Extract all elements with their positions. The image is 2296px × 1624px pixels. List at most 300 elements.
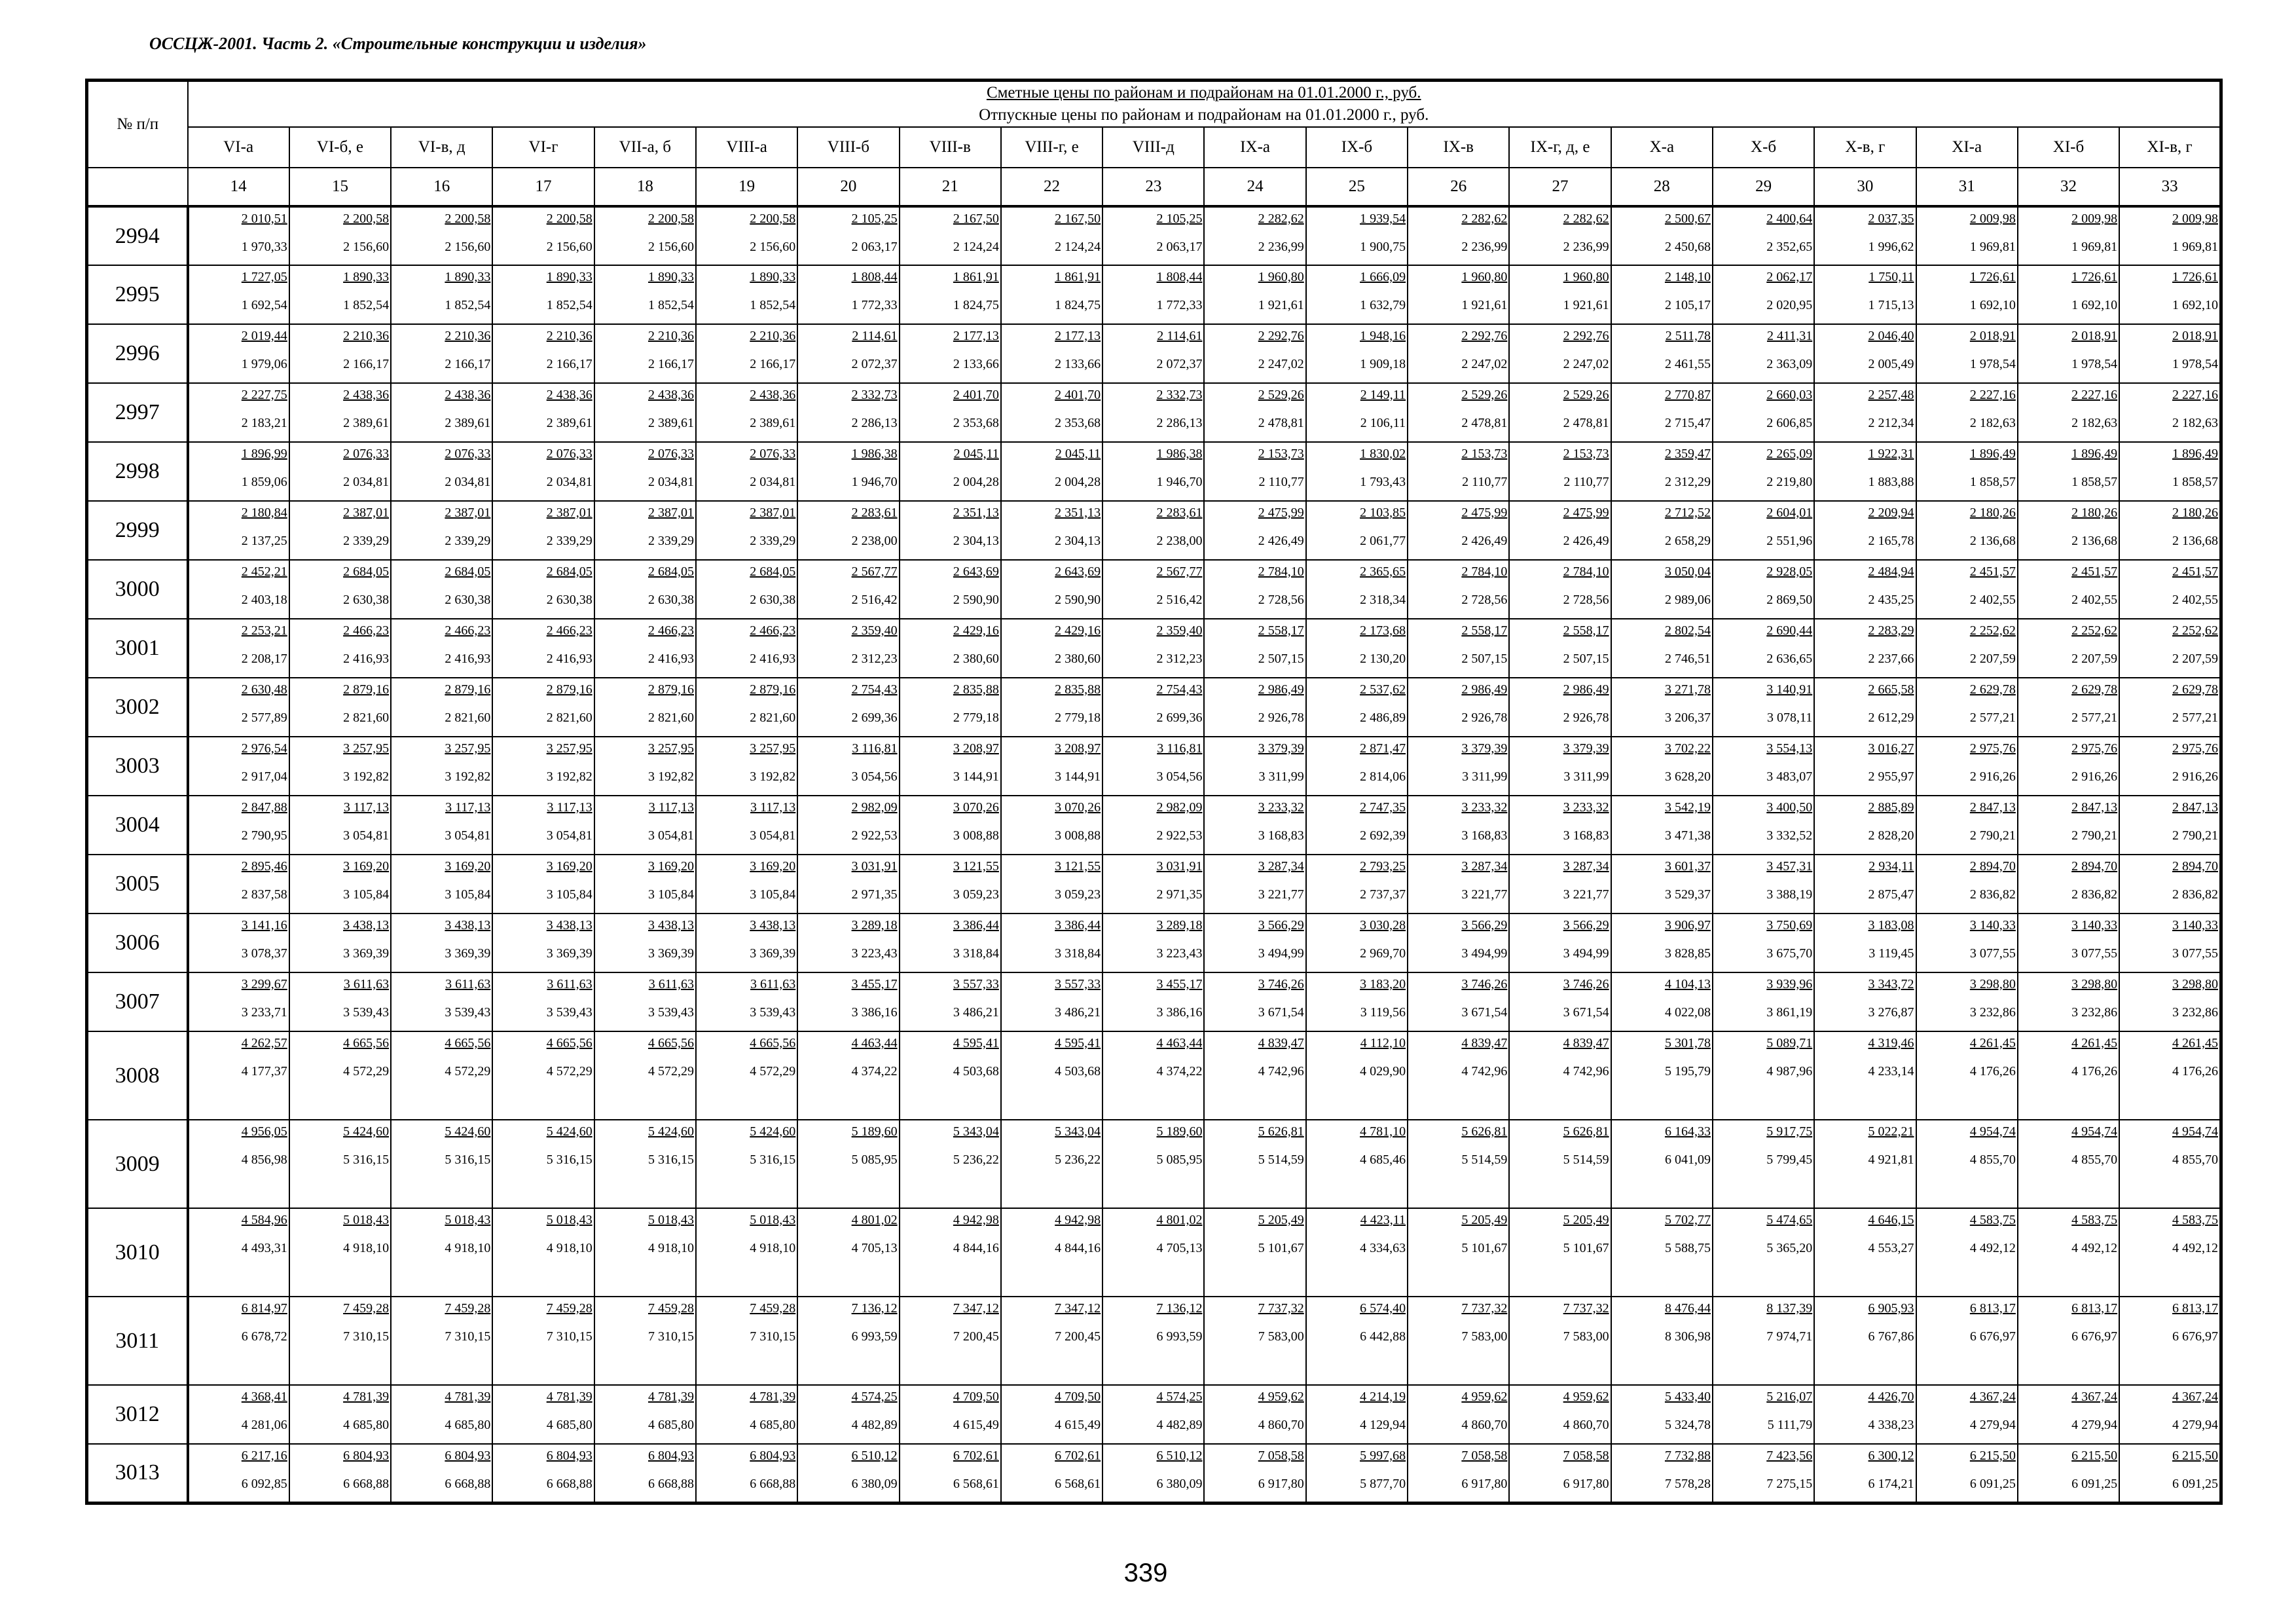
estimated-price: 4 959,62	[1258, 1390, 1304, 1404]
estimated-price: 2 180,84	[241, 506, 287, 520]
price-cell	[1611, 383, 1713, 442]
row-number: 3010	[87, 1208, 188, 1297]
estimated-price: 4 319,46	[1868, 1036, 1914, 1050]
estimated-price: 1 896,49	[2172, 447, 2218, 461]
price-cell	[1408, 855, 1509, 913]
release-price: 3 369,39	[343, 946, 390, 961]
estimated-price: 2 885,89	[1868, 800, 1914, 815]
release-price: 3 054,81	[750, 828, 796, 843]
price-cell	[1713, 1385, 1814, 1444]
district-header: IX-а	[1204, 127, 1305, 168]
release-price: 2 389,61	[647, 416, 694, 430]
district-header: VI-б, е	[289, 127, 391, 168]
release-price: 2 166,17	[647, 357, 694, 371]
estimated-price: 7 459,28	[546, 1301, 592, 1316]
release-price: 2 507,15	[1461, 652, 1508, 666]
estimated-price: 4 781,10	[1360, 1124, 1406, 1139]
price-cell	[594, 796, 696, 855]
estimated-price: 4 959,62	[1563, 1390, 1609, 1404]
column-number: 29	[1713, 168, 1814, 206]
estimated-price: 2 227,16	[1969, 388, 2016, 402]
release-price: 3 232,86	[2071, 1005, 2118, 1020]
table-body	[87, 206, 2221, 1503]
release-price: 7 310,15	[445, 1329, 491, 1344]
estimated-price: 3 379,39	[1563, 741, 1609, 756]
row-number: 3000	[87, 560, 188, 619]
price-cell	[594, 1208, 696, 1297]
release-price: 2 699,36	[851, 710, 898, 725]
price-cell	[1204, 1297, 1305, 1385]
estimated-price: 3 746,26	[1563, 977, 1609, 991]
price-cell	[1916, 619, 2018, 678]
release-price: 2 577,89	[241, 710, 287, 725]
price-cell	[797, 442, 899, 501]
release-price: 2 034,81	[343, 475, 390, 489]
price-cell	[1102, 913, 1204, 972]
release-price: 6 917,80	[1461, 1477, 1508, 1491]
price-cell	[1814, 1297, 1916, 1385]
release-price: 2 590,90	[953, 593, 999, 607]
release-price: 2 286,13	[851, 416, 898, 430]
table-row	[87, 972, 2221, 1031]
row-number: 2998	[87, 442, 188, 501]
estimated-price: 2 180,26	[1969, 506, 2016, 520]
estimated-price: 3 141,16	[241, 918, 287, 932]
estimated-price: 4 665,56	[343, 1036, 390, 1050]
price-cell	[1102, 678, 1204, 737]
price-cell	[1001, 796, 1102, 855]
price-cell	[797, 913, 899, 972]
price-cell	[391, 1444, 492, 1503]
release-price: 6 993,59	[1156, 1329, 1203, 1344]
price-cell	[289, 737, 391, 796]
price-cell	[1611, 678, 1713, 737]
price-cell	[492, 972, 594, 1031]
release-price: 3 059,23	[1055, 887, 1101, 902]
price-cell	[797, 678, 899, 737]
release-price: 3 386,16	[851, 1005, 898, 1020]
estimated-price: 2 210,36	[343, 329, 390, 343]
estimated-price: 2 684,05	[445, 564, 491, 579]
release-price: 1 858,57	[1969, 475, 2016, 489]
price-cell	[594, 678, 696, 737]
release-price: 3 318,84	[953, 946, 999, 961]
price-cell	[594, 1297, 696, 1385]
release-price: 3 206,37	[1664, 710, 1711, 725]
release-price: 4 860,70	[1461, 1418, 1508, 1432]
release-price: 3 311,99	[1462, 769, 1508, 784]
price-cell	[1713, 796, 1814, 855]
release-price: 7 200,45	[1055, 1329, 1101, 1344]
price-cell	[696, 383, 797, 442]
estimated-price: 2 712,52	[1664, 506, 1711, 520]
running-header: ОССЦЖ-2001. Часть 2. «Строительные конструкции и изделия»	[149, 34, 647, 53]
release-price: 2 630,38	[445, 593, 491, 607]
estimated-price: 2 747,35	[1360, 800, 1406, 815]
release-price: 1 692,10	[2172, 298, 2218, 312]
estimated-price: 2 629,78	[2071, 682, 2118, 697]
estimated-price: 3 611,63	[648, 977, 694, 991]
price-cell	[797, 501, 899, 560]
estimated-price: 5 216,07	[1766, 1390, 1813, 1404]
price-cell	[1001, 913, 1102, 972]
estimated-price: 3 287,34	[1563, 859, 1609, 874]
estimated-price: 2 046,40	[1868, 329, 1914, 343]
estimated-price: 5 343,04	[1055, 1124, 1101, 1139]
estimated-price: 2 200,58	[546, 212, 592, 226]
estimated-price: 2 359,40	[1156, 623, 1203, 638]
estimated-price: 4 954,74	[2071, 1124, 2118, 1139]
price-cell	[492, 737, 594, 796]
price-cell	[1814, 383, 1916, 442]
estimated-price: 2 282,62	[1563, 212, 1609, 226]
estimated-price: 2 879,16	[750, 682, 796, 697]
release-price: 1 969,81	[2172, 240, 2218, 254]
price-cell	[391, 855, 492, 913]
release-price: 5 588,75	[1664, 1241, 1711, 1255]
release-price: 2 790,21	[2172, 828, 2218, 843]
price-cell	[1204, 206, 1305, 265]
price-cell	[797, 324, 899, 383]
release-price: 2 814,06	[1360, 769, 1406, 784]
estimated-price: 2 986,49	[1563, 682, 1609, 697]
release-price: 1 921,61	[1563, 298, 1609, 312]
price-cell	[1204, 913, 1305, 972]
release-price: 2 577,21	[1969, 710, 2016, 725]
estimated-price: 7 459,28	[343, 1301, 390, 1316]
estimated-price: 2 076,33	[647, 447, 694, 461]
release-price: 2 821,60	[647, 710, 694, 725]
price-cell	[1306, 796, 1408, 855]
release-price: 4 492,12	[2172, 1241, 2218, 1255]
estimated-price: 2 429,16	[953, 623, 999, 638]
price-cell	[900, 619, 1001, 678]
price-cell	[1509, 855, 1611, 913]
estimated-price: 2 660,03	[1766, 388, 1813, 402]
estimated-price: 2 282,62	[1258, 212, 1304, 226]
price-cell	[1509, 1297, 1611, 1385]
estimated-price: 3 140,33	[2071, 918, 2118, 932]
price-cell	[2018, 1444, 2119, 1503]
release-price: 6 380,09	[851, 1477, 898, 1491]
release-price: 3 054,56	[1156, 769, 1203, 784]
estimated-price: 3 116,81	[1157, 741, 1203, 756]
price-cell	[696, 442, 797, 501]
release-price: 4 685,80	[445, 1418, 491, 1432]
price-cell	[1509, 265, 1611, 324]
price-cell	[1611, 855, 1713, 913]
price-cell	[594, 972, 696, 1031]
price-cell	[1611, 1120, 1713, 1208]
estimated-price: 6 164,33	[1664, 1124, 1711, 1139]
release-price: 3 144,91	[1055, 769, 1101, 784]
release-price: 2 207,59	[2172, 652, 2218, 666]
estimated-price: 3 289,18	[1156, 918, 1203, 932]
row-number-header: № п/п	[87, 81, 188, 168]
estimated-price: 3 031,91	[1156, 859, 1203, 874]
price-cell	[1814, 265, 1916, 324]
release-price: 2 156,60	[445, 240, 491, 254]
release-price: 4 572,29	[343, 1064, 390, 1079]
estimated-price: 2 451,57	[1969, 564, 2016, 579]
estimated-price: 4 367,24	[2071, 1390, 2118, 1404]
estimated-price: 3 233,32	[1258, 800, 1304, 815]
estimated-price: 2 835,88	[1055, 682, 1101, 697]
estimated-price: 5 205,49	[1258, 1213, 1304, 1227]
price-cell	[1306, 265, 1408, 324]
price-cell	[1102, 972, 1204, 1031]
estimated-price: 3 455,17	[1156, 977, 1203, 991]
release-price: 3 539,43	[343, 1005, 390, 1020]
price-cell	[492, 796, 594, 855]
price-cell	[492, 913, 594, 972]
release-price: 3 192,82	[647, 769, 694, 784]
release-price: 5 514,59	[1563, 1153, 1609, 1167]
row-number: 3011	[87, 1297, 188, 1385]
estimated-price: 2 018,91	[2172, 329, 2218, 343]
release-price: 2 133,66	[1055, 357, 1101, 371]
estimated-price: 3 140,33	[1969, 918, 2016, 932]
estimated-price: 2 200,58	[343, 212, 390, 226]
release-price: 2 286,13	[1156, 416, 1203, 430]
estimated-price: 2 630,48	[241, 682, 287, 697]
estimated-price: 1 726,61	[1969, 270, 2016, 284]
price-cell	[1102, 855, 1204, 913]
estimated-price: 2 200,58	[445, 212, 491, 226]
price-cell	[1713, 442, 1814, 501]
row-number: 2996	[87, 324, 188, 383]
price-cell	[1916, 1031, 2018, 1120]
price-cell	[696, 737, 797, 796]
price-cell	[1408, 1208, 1509, 1297]
estimated-price: 3 746,26	[1258, 977, 1304, 991]
price-cell	[1306, 1385, 1408, 1444]
estimated-price: 2 629,78	[1969, 682, 2016, 697]
estimated-price: 2 401,70	[953, 388, 999, 402]
release-price: 4 029,90	[1360, 1064, 1406, 1079]
release-price: 2 304,13	[1055, 534, 1101, 548]
estimated-price: 2 466,23	[647, 623, 694, 638]
estimated-price: 3 183,20	[1360, 977, 1406, 991]
estimated-price: 3 116,81	[852, 741, 898, 756]
release-price: 2 450,68	[1664, 240, 1711, 254]
estimated-price: 3 557,33	[1055, 977, 1101, 991]
release-price: 2 133,66	[953, 357, 999, 371]
estimated-price: 1 890,33	[750, 270, 796, 284]
estimated-price: 2 466,23	[750, 623, 796, 638]
release-price: 2 916,26	[2071, 769, 2118, 784]
release-price: 2 005,49	[1868, 357, 1914, 371]
estimated-price: 4 367,24	[2172, 1390, 2218, 1404]
estimated-price: 2 114,61	[1157, 329, 1203, 343]
release-price: 1 852,54	[445, 298, 491, 312]
price-cell	[391, 206, 492, 265]
price-cell	[188, 913, 289, 972]
release-price: 4 374,22	[1156, 1064, 1203, 1079]
release-price: 3 671,54	[1461, 1005, 1508, 1020]
release-price: 2 063,17	[1156, 240, 1203, 254]
release-price: 2 577,21	[2172, 710, 2218, 725]
release-price: 2 034,81	[647, 475, 694, 489]
estimated-price: 3 117,13	[648, 800, 694, 815]
price-cell	[900, 560, 1001, 619]
estimated-price: 2 928,05	[1766, 564, 1813, 579]
release-price: 2 836,82	[1969, 887, 2016, 902]
release-price: 2 236,99	[1258, 240, 1304, 254]
release-price: 3 192,82	[445, 769, 491, 784]
price-cell	[696, 796, 797, 855]
estimated-price: 7 347,12	[953, 1301, 999, 1316]
estimated-price: 7 737,32	[1258, 1301, 1304, 1316]
district-header: X-в, г	[1814, 127, 1916, 168]
estimated-price: 2 227,16	[2071, 388, 2118, 402]
release-price: 2 106,11	[1360, 416, 1406, 430]
price-cell	[289, 1208, 391, 1297]
price-cell	[289, 265, 391, 324]
estimated-price: 2 401,70	[1055, 388, 1101, 402]
price-cell	[492, 1208, 594, 1297]
release-price: 4 492,12	[1969, 1241, 2016, 1255]
estimated-price: 2 018,91	[1969, 329, 2016, 343]
estimated-price: 4 261,45	[2071, 1036, 2118, 1050]
column-number: 25	[1306, 168, 1408, 206]
price-cell	[1306, 678, 1408, 737]
estimated-price: 5 626,81	[1461, 1124, 1508, 1139]
release-price: 2 630,38	[647, 593, 694, 607]
estimated-price: 2 227,75	[241, 388, 287, 402]
price-cell	[1204, 560, 1305, 619]
release-price: 3 221,77	[1258, 887, 1304, 902]
estimated-price: 4 781,39	[750, 1390, 796, 1404]
price-cell	[289, 1385, 391, 1444]
price-cell	[1916, 265, 2018, 324]
release-price: 3 671,54	[1563, 1005, 1609, 1020]
table-row	[87, 855, 2221, 913]
price-cell	[1102, 1444, 1204, 1503]
price-cell	[1509, 383, 1611, 442]
estimated-price: 2 847,88	[241, 800, 287, 815]
release-price: 2 339,29	[445, 534, 491, 548]
column-number: 14	[188, 168, 289, 206]
price-cell	[1204, 1208, 1305, 1297]
estimated-price: 2 529,26	[1563, 388, 1609, 402]
estimated-price: 5 018,43	[750, 1213, 796, 1227]
estimated-price: 6 702,61	[1055, 1449, 1101, 1463]
release-price: 2 236,99	[1563, 240, 1609, 254]
price-cell	[2119, 796, 2221, 855]
release-price: 4 742,96	[1258, 1064, 1304, 1079]
release-price: 2 312,23	[851, 652, 898, 666]
table-row	[87, 1444, 2221, 1503]
price-cell	[797, 972, 899, 1031]
estimated-price: 4 426,70	[1868, 1390, 1914, 1404]
release-price: 2 612,29	[1868, 710, 1914, 725]
price-cell	[900, 678, 1001, 737]
estimated-price: 2 665,58	[1868, 682, 1914, 697]
estimated-price: 2 529,26	[1461, 388, 1508, 402]
price-cell	[1102, 442, 1204, 501]
release-price: 3 861,19	[1766, 1005, 1813, 1020]
price-cell	[2018, 1297, 2119, 1385]
column-number: 22	[1001, 168, 1102, 206]
price-cell	[1306, 1120, 1408, 1208]
release-price: 1 852,54	[546, 298, 592, 312]
release-price: 5 365,20	[1766, 1241, 1813, 1255]
price-cell	[1408, 206, 1509, 265]
estimated-price: 3 257,95	[647, 741, 694, 756]
estimated-price: 2 684,05	[647, 564, 694, 579]
release-price: 3 494,99	[1461, 946, 1508, 961]
price-cell	[188, 560, 289, 619]
price-cell	[696, 855, 797, 913]
estimated-price: 2 209,94	[1868, 506, 1914, 520]
column-number: 28	[1611, 168, 1713, 206]
release-price: 3 232,86	[1969, 1005, 2016, 1020]
estimated-price: 2 793,25	[1360, 859, 1406, 874]
estimated-price: 2 105,25	[851, 212, 898, 226]
release-price: 2 790,95	[241, 828, 287, 843]
price-cell	[1408, 560, 1509, 619]
table-row	[87, 1297, 2221, 1385]
price-cell	[1408, 1444, 1509, 1503]
estimated-price: 2 045,11	[1055, 447, 1101, 461]
price-cell	[1916, 913, 2018, 972]
estimated-price: 3 939,96	[1766, 977, 1813, 991]
column-number: 18	[594, 168, 696, 206]
estimated-price: 6 804,93	[445, 1449, 491, 1463]
release-price: 3 311,99	[1563, 769, 1609, 784]
price-cell	[1611, 1297, 1713, 1385]
price-cell	[2119, 855, 2221, 913]
column-number: 23	[1102, 168, 1204, 206]
release-price: 6 668,88	[445, 1477, 491, 1491]
price-cell	[1408, 265, 1509, 324]
price-cell	[2119, 1031, 2221, 1120]
price-cell	[391, 678, 492, 737]
estimated-price: 2 976,54	[241, 741, 287, 756]
release-price: 3 054,56	[851, 769, 898, 784]
row-number: 3013	[87, 1444, 188, 1503]
release-price: 2 955,97	[1868, 769, 1914, 784]
price-cell	[900, 737, 1001, 796]
release-price: 6 993,59	[851, 1329, 898, 1344]
estimated-price: 5 022,21	[1868, 1124, 1914, 1139]
release-price: 3 078,11	[1766, 710, 1813, 725]
price-cell	[2018, 796, 2119, 855]
release-price: 2 156,60	[343, 240, 390, 254]
table-row	[87, 501, 2221, 560]
release-price: 6 676,97	[2172, 1329, 2218, 1344]
estimated-price: 2 438,36	[750, 388, 796, 402]
price-cell	[900, 265, 1001, 324]
estimated-price: 3 169,20	[750, 859, 796, 874]
estimated-price: 6 574,40	[1360, 1301, 1406, 1316]
column-number: 21	[900, 168, 1001, 206]
price-cell	[1814, 501, 1916, 560]
page-number: 339	[1123, 1559, 1168, 1587]
table-row	[87, 737, 2221, 796]
price-cell	[1713, 855, 1814, 913]
release-price: 4 685,80	[647, 1418, 694, 1432]
price-cell	[1001, 1444, 1102, 1503]
estimated-price: 4 781,39	[445, 1390, 491, 1404]
release-price: 2 124,24	[953, 240, 999, 254]
row-number: 3009	[87, 1120, 188, 1208]
release-price: 2 989,06	[1664, 593, 1711, 607]
release-price: 2 875,47	[1868, 887, 1914, 902]
estimated-price: 3 438,13	[546, 918, 592, 932]
estimated-price: 3 438,13	[445, 918, 491, 932]
